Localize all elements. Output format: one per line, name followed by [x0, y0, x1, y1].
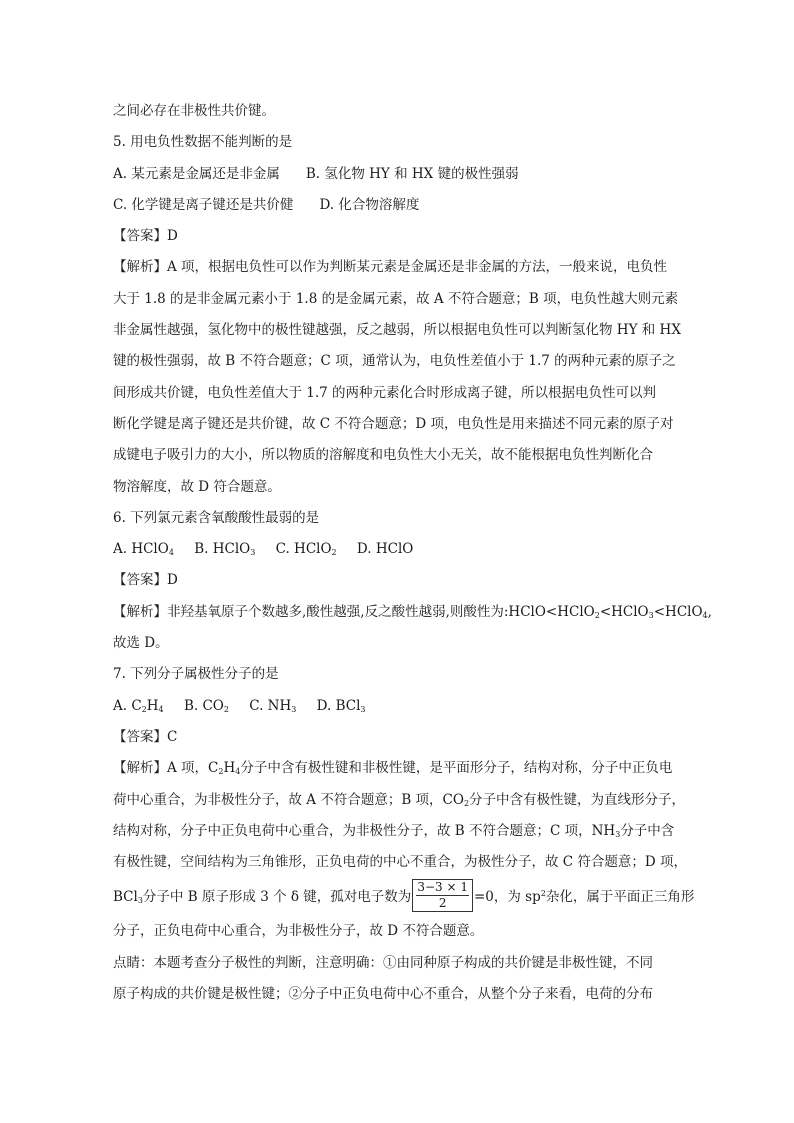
explanation-7-line: 结构对称，分子中正负电荷中心重合，为非极性分子，故 B 不符合题意；C 项，$NH_3$分子中含 [113, 822, 675, 839]
option-a: A. $C_2H_4$ [113, 697, 164, 714]
question-5-options-ab [113, 159, 685, 190]
question-7-options [113, 691, 685, 722]
explanation-5-line: 非金属性越强，氢化物中的极性键越强，反之越弱，所以根据电负性可以判断氢化物 HY 和 HX [113, 322, 681, 339]
answer-6: 【答案】D [113, 572, 178, 589]
explanation-6-line: 【解析】非羟基氧原子个数越多,酸性越强,反之酸性越弱,则酸性为:HClO<HClO$_2$<HClO$_3$<HClO$_4$, [113, 603, 712, 620]
option-d: D. 化合物溶解度 [319, 196, 420, 213]
explanation-7-line-fraction: BCl$_3$分子中 B 原子形成 3 个 δ 键，孤对电子数为 $\frac{3-3 \times 1}{2}$ =0，为 $sp^2$杂化，属于平面正三角形 [113, 880, 695, 911]
question-5-stem: 5. 用电负性数据不能判断的是 [113, 134, 293, 151]
acid-order-formula: HClO<HClO$_2$<HClO$_3$<HClO$_4$, [508, 603, 712, 620]
text-line: 之间必存在非极性共价键。 [113, 103, 275, 119]
option-b: B. 氢化物 HY 和 HX 键的极性强弱 [305, 165, 519, 182]
explanation-7-line: 有极性键，空间结构为三角锥形，正负电荷的中心不重合，为极性分子，故 C 符合题意；D 项， [113, 854, 688, 871]
option-a: A. 某元素是金属还是非金属 [113, 165, 280, 182]
explanation-5-line: 键的极性强弱，故 B 不符合题意；C 项，通常认为，电负性差值小于 1.7 的两种元素的原子之 [113, 353, 676, 370]
option-b: B. HClO$_3$ [194, 541, 256, 558]
question-7-stem: 7. 下列分子属极性分子的是 [113, 666, 279, 683]
option-a: A. HClO$_4$ [113, 541, 174, 558]
option-c: C. HClO$_2$ [275, 541, 337, 558]
explanation-5-line: 成键电子吸引力的大小，所以物质的溶解度和电负性大小无关，故不能根据电负性判断化合 [113, 447, 653, 464]
option-d: D. HClO [356, 541, 414, 558]
explanation-5-line: 断化学键是离子键还是共价键，故 C 不符合题意；D 项，电负性是用来描述不同元素的原子对 [113, 415, 674, 432]
explanation-7-line: 荷中心重合，为非极性分子，故 A 不符合题意；B 项，$CO_2$分子中含有极性键，为直线形分子， [113, 791, 686, 808]
explanation-5-line: 间形成共价键，电负性差值大于 1.7 的两种元素化合时形成离子键，所以根据电负性可以判 [113, 384, 657, 401]
question-6-options [113, 534, 685, 565]
answer-7: 【答案】C [113, 728, 178, 745]
note-line: 原子构成的共价键是极性键；②分子中正负电荷中心不重合，从整个分子来看，电荷的分布 [113, 986, 653, 1003]
explanation-5-line: 物溶解度，故 D 符合题意。 [113, 478, 281, 495]
answer-5: 【答案】D [113, 228, 178, 245]
explanation-5-line: 【解析】A 项，根据电负性可以作为判断某元素是金属还是非金属的方法，一般来说，电负性 [113, 259, 668, 276]
note-line: 点睛：本题考查分子极性的判断，注意明确：①由同种原子构成的共价键是非极性键，不同 [113, 954, 653, 971]
option-d: D. BCl$_3$ [316, 697, 366, 714]
explanation-5-line: 大于 1.8 的是非金属元素小于 1.8 的是金属元素，故 A 不符合题意；B 项，电负性越大则元素 [113, 290, 679, 307]
explanation-6-line: 故选 D。 [113, 635, 169, 652]
option-c: C. 化学键是离子键还是共价健 [113, 196, 294, 213]
document-page [113, 96, 712, 1010]
explanation-7-line: 【解析】A 项，$C_2H_4$分子中含有极性键和非极性键，是平面形分子，结构对称，分子中正负电 [113, 760, 673, 777]
question-6-stem: 6. 下列氯元素含氧酸酸性最弱的是 [113, 509, 320, 526]
lone-pair-fraction: $\frac{3-3 \times 1}{2}$ [412, 879, 473, 912]
question-5-options-cd [113, 190, 685, 221]
option-c: C. $NH_3$ [249, 697, 297, 714]
explanation-7-line: 分子，正负电荷中心重合，为非极性分子，故 D 不符合题意。 [113, 923, 484, 940]
option-b: B. $CO_2$ [183, 697, 229, 714]
